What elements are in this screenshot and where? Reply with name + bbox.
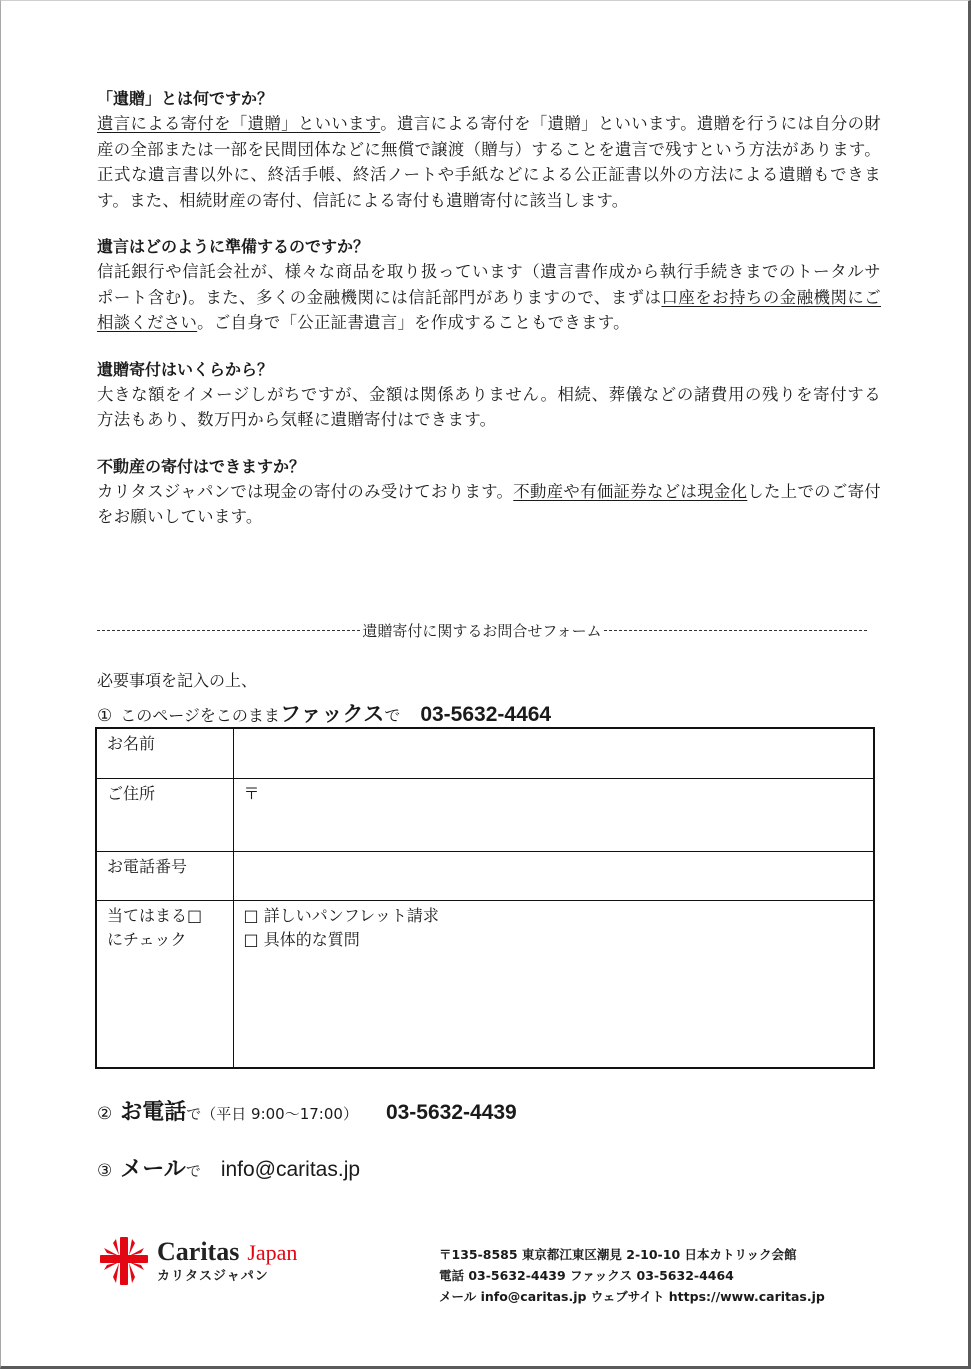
faq-question: 不動産の寄付はできますか？	[97, 456, 306, 476]
faq-section	[97, 87, 881, 530]
email-emphasis: メール	[120, 1157, 186, 1182]
name-label: お名前	[96, 728, 233, 778]
faq-answer: 大きな額をイメージしがちですが、金額は関係ありません。相続、葬儀などの諸費用の残りを寄付する方法もあり、数万円から気軽に遺贈寄付はできます。	[97, 384, 881, 429]
answer-text: した上でのご寄付をお願いしています。	[97, 481, 881, 526]
faq-question: 「遺贈」とは何ですか？	[97, 89, 274, 108]
logo-wordmark	[157, 1237, 297, 1284]
contact-web: メール info@caritas.jp ウェブサイト https://www.caritas.jp	[439, 1289, 825, 1304]
email-instruction	[97, 1152, 360, 1183]
circled-number: ③	[97, 1161, 113, 1181]
phone-number: 03-5632-4439	[385, 1101, 517, 1124]
checkbox-specific-question[interactable]: □ 具体的な質問	[243, 929, 360, 949]
underlined-text: 不動産や有価証券などは現金化	[513, 481, 748, 501]
address-label: ご住所	[96, 778, 233, 851]
answer-text: 。遺言による寄付を「遺贈」といいます。遺贈を行うには自分の財産の全部または一部を民間団体などに無償で譲渡（贈与）することを遺言で残すという方法があります。正式な遺言書以外に、終活手帳、終活ノートや手紙などによる公正証書以外の方法による遺贈もできます。また、相続財産の寄付、信託による寄付も遺贈寄付に該当します。	[97, 114, 881, 210]
phone-field[interactable]	[233, 851, 874, 900]
form-divider	[97, 620, 867, 641]
logo-jp: Japan	[247, 1240, 298, 1265]
faq-answer	[97, 259, 881, 336]
contact-address: 〒135-8585 東京都江東区潮見 2-10-10 日本カトリック会館	[439, 1247, 797, 1262]
phone-emphasis: お電話	[120, 1100, 187, 1125]
address-field[interactable]	[233, 778, 874, 851]
email-address: info@caritas.jp	[220, 1158, 361, 1181]
postal-mark: 〒	[243, 783, 260, 803]
table-row	[96, 851, 874, 900]
checkbox-pamphlet-request[interactable]: □ 詳しいパンフレット請求	[243, 905, 439, 925]
circled-number: ①	[97, 706, 113, 726]
table-row	[96, 728, 874, 778]
faq-question: 遺言はどのように準備するのですか？	[97, 237, 370, 256]
faq-item-amount	[97, 358, 881, 433]
fax-number: 03-5632-4464	[420, 703, 552, 726]
phone-instruction	[97, 1095, 517, 1126]
form-intro: 必要事項を記入の上、	[97, 671, 258, 690]
check-label	[96, 900, 233, 1068]
fax-emphasis: ファックス	[279, 702, 385, 726]
check-options	[233, 900, 874, 1068]
inquiry-form-table	[95, 727, 875, 1069]
phone-label: お電話番号	[96, 851, 233, 900]
table-row	[96, 778, 874, 851]
answer-text: カリタスジャパンでは現金の寄付のみ受けております。	[97, 481, 514, 501]
caritas-cross-icon	[99, 1235, 149, 1287]
email-suffix: で	[185, 1162, 201, 1180]
fax-prefix: このページをこのまま	[120, 706, 280, 725]
name-field[interactable]	[233, 728, 874, 778]
check-label-line: 当てはまる□	[107, 905, 203, 925]
faq-item-will-preparation	[97, 235, 881, 336]
check-label-line: にチェック	[107, 929, 187, 949]
answer-text: 信託銀行や信託会社が、様々な商品を取り扱っています（遺言書作成から執行手続きまでのトータルサポート含む)。また、多くの金融機関には信託部門がありますので、まずは	[97, 262, 881, 307]
faq-item-bequest	[97, 87, 881, 213]
phone-hours: で（平日 9:00〜17:00）	[186, 1105, 358, 1123]
underlined-text: 口座をお持ちの金融機関にご相談ください	[97, 287, 882, 332]
table-row	[96, 900, 874, 1068]
logo-en: Caritas	[157, 1237, 240, 1266]
contact-info	[439, 1244, 825, 1307]
faq-item-real-estate	[97, 455, 881, 530]
circled-number: ②	[97, 1104, 113, 1124]
faq-answer	[97, 111, 881, 213]
underlined-text: 遺言による寄付を「遺贈」といいます	[97, 114, 381, 133]
faq-answer	[97, 479, 881, 530]
faq-question: 遺贈寄付はいくらから？	[97, 359, 274, 379]
logo-kana: カリタスジャパン	[157, 1269, 269, 1284]
fax-instruction	[97, 698, 551, 728]
contact-phone: 電話 03-5632-4439 ファックス 03-5632-4464	[439, 1268, 734, 1283]
form-title: 遺贈寄付に関するお問合せフォーム	[362, 622, 602, 640]
answer-text: 。ご自身で「公正証書遺言」を作成することもできます。	[197, 313, 630, 332]
fax-suffix: で	[384, 706, 401, 725]
caritas-logo	[99, 1235, 339, 1291]
